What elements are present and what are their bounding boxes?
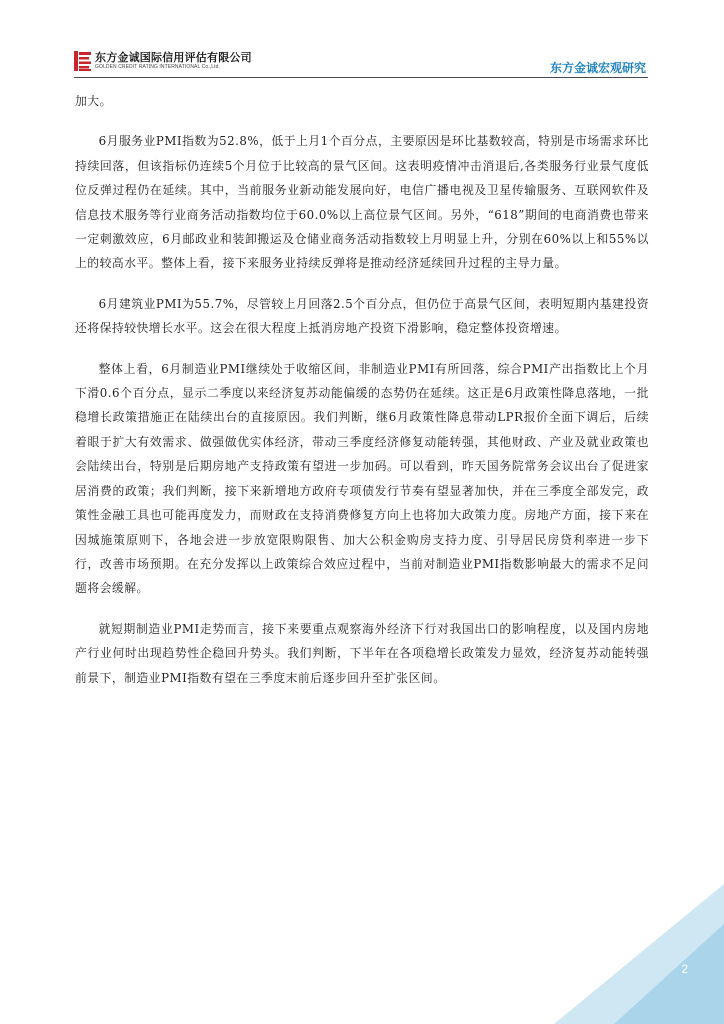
document-body [75, 89, 649, 706]
page-number: 2 [681, 962, 688, 976]
paragraph: 6月服务业PMI指数为52.8%，低于上月1个百分点，主要原因是环比基数较高，特别是市场需求环比持续回落，但该指标仍连续5个月位于比较高的景气区间。这表明疫情冲击消退后,各类服务行业景气度低位反弹过程仍在延续。其中，当前服务业新动能发展向好，电信广播电视及卫星传输服务、互联网软件及信息技术服务等行业商务活动指数均位于60.0%以上高位景气区间。另外，“618”期间的电商消费也带来一定刺激效应，6月邮政业和装卸搬运及仓储业商务活动指数较上月明显上升，分别在60%以上和55%以上的较高水平。整体上看，接下来服务业持续反弹将是推动经济延续回升过程的主导力量。 [75, 134, 649, 271]
paragraph: 6月建筑业PMI为55.7%，尽管较上月回落2.5个百分点，但仍位于高景气区间，表明短期内基建投资还将保持较快增长水平。这会在很大程度上抵消房地产投资下滑影响，稳定整体投资增速。 [75, 296, 649, 336]
paragraph: 就短期制造业PMI走势而言，接下来要重点观察海外经济下行对我国出口的影响程度，以及国内房地产行业何时出现趋势性企稳回升势头。我们判断，下半年在各项稳增长政策发力显效，经济复苏动能转强前景下，制造业PMI指数有望在三季度末前后逐步回升至扩张区间。 [75, 621, 649, 685]
report-series-title: 东方金诚宏观研究 [549, 61, 646, 75]
corner-decoration [554, 884, 724, 1024]
company-name-en: GOLDEN CREDIT RATING INTERNATIONAL Co.,Ltd. [95, 63, 220, 70]
header-divider [74, 77, 648, 78]
company-name-cn: 东方金诚国际信用评估有限公司 [95, 50, 252, 64]
logo-icon [74, 51, 91, 71]
paragraph: 整体上看，6月制造业PMI继续处于收缩区间，非制造业PMI有所回落，综合PMI产出指数比上个月下滑0.6个百分点，显示二季度以来经济复苏动能偏缓的态势仍在延续。这正是6月政策性降息落地，一批稳增长政策措施正在陆续出台的直接原因。我们判断，继6月政策性降息带动LPR报价全面下调后，后续着眼于扩大有效需求、做强做优实体经济，带动三季度经济修复动能转强，其他财政、产业及就业政策也会陆续出台，特别是后期房地产支持政策有望进一步加码。可以看到，昨天国务院常务会议出台了促进家居消费的政策；我们判断，接下来新增地方政府专项债发行节奏有望显著加快，并在三季度全部发完，政策性金融工具也可能再度发力，而财政在支持消费修复方向上也将加大政策力度。房地产方面，接下来在因城施策原则下，各地会进一步放宽限购限售、加大公积金购房支持力度、引导居民房贷利率进一步下行，改善市场预期。在充分发挥以上政策综合效应过程中，当前对制造业PMI指数影响最大的需求不足问题将会缓解。 [75, 361, 649, 596]
company-logo [74, 50, 252, 72]
paragraph: 加大。 [75, 94, 112, 108]
page-header [0, 0, 724, 80]
